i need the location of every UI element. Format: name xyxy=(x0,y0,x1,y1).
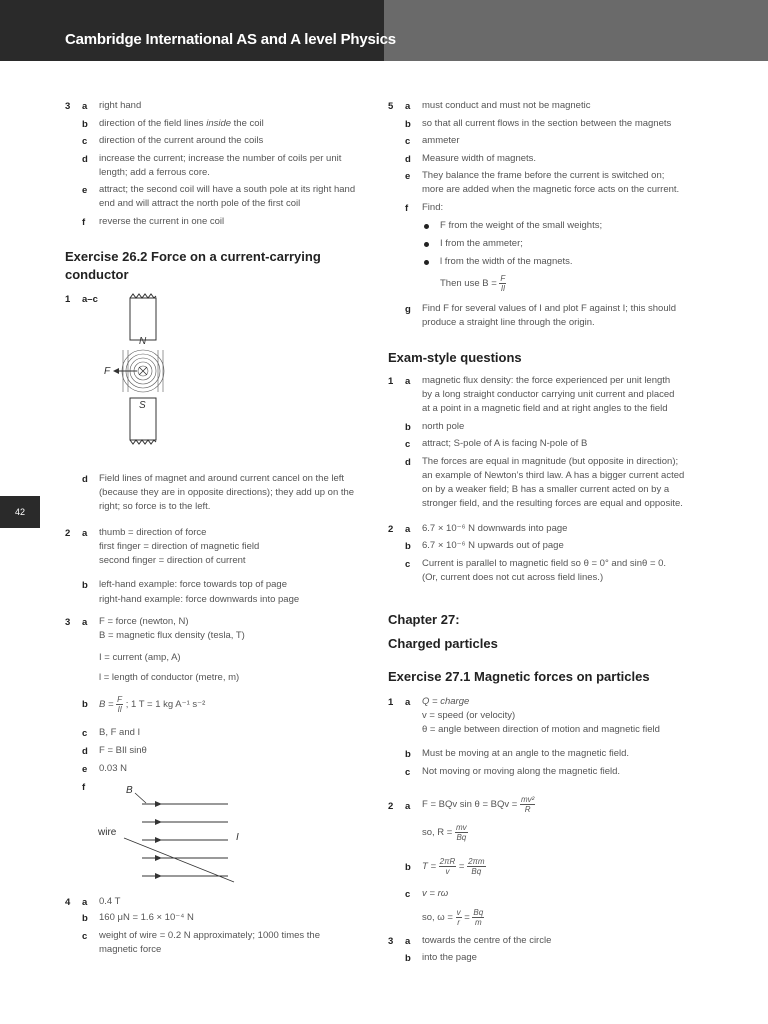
q2b-line2: right-hand example: force downwards into page xyxy=(99,594,300,605)
p1a-line3: θ = angle between direction of motion and magnetic field xyxy=(422,724,660,735)
q4c-line2: magnetic force xyxy=(99,944,162,955)
header-bar-grey xyxy=(384,0,768,61)
q3b-c-text: B, F and I xyxy=(99,727,141,738)
letter-c: c xyxy=(405,559,411,570)
q5e-line2: more are added when the magnetic force acts on the current. xyxy=(422,184,680,195)
q4b-text: 160 μN = 1.6 × 10⁻⁴ N xyxy=(99,912,194,923)
q5f-bullet1: F from the weight of the small weights; xyxy=(440,220,603,231)
q3b-d-text: F = BIl sinθ xyxy=(99,745,147,756)
letter-d: d xyxy=(405,154,411,165)
letter-b: b xyxy=(405,422,411,433)
e1d-line3: on by a weaker field; B has a smaller current acted on by a xyxy=(422,484,670,495)
p1a-line1: Q = charge xyxy=(422,696,470,707)
letter-a: a xyxy=(82,897,88,908)
letter-b: b xyxy=(82,119,88,130)
exercise-26-2-title-line1: Exercise 26.2 Force on a current-carrying xyxy=(65,249,321,264)
p3-number: 3 xyxy=(388,936,394,947)
letter-a: a xyxy=(82,617,88,628)
q5-then-use-formula: Then use B = $\frac{F}{Il}$ xyxy=(440,273,506,293)
q3b-a4: l = length of conductor (metre, m) xyxy=(99,672,240,683)
exercise-26-2-title-line2: conductor xyxy=(65,267,129,282)
e1a-line2: by a long straight conductor carrying unit current and placed xyxy=(422,389,675,400)
letter-c: c xyxy=(405,889,411,900)
letter-c: c xyxy=(405,136,411,147)
magnet-field-diagram xyxy=(95,290,185,450)
letter-a: a xyxy=(405,524,411,535)
letter-b: b xyxy=(405,953,411,964)
e1a-line1: magnetic flux density: the force experienced per unit length xyxy=(422,375,671,386)
q3d-line1: increase the current; increase the number of coils per unit xyxy=(99,153,342,164)
q3b-a3: I = current (amp, A) xyxy=(99,652,181,663)
force-label: F xyxy=(104,366,111,377)
letter-b: b xyxy=(405,541,411,552)
e2c-line2: (Or, current does not cut across field lines.) xyxy=(422,572,604,583)
letter-b: b xyxy=(405,862,411,873)
p3a-text: towards the centre of the circle xyxy=(422,935,552,946)
current-I-label: I xyxy=(236,832,239,843)
q3b-text: direction of the field lines inside the coil xyxy=(99,118,264,129)
letter-c: c xyxy=(405,439,411,450)
letter-d: d xyxy=(405,457,411,468)
letter-c: c xyxy=(82,728,88,739)
q1-label: a–c xyxy=(82,294,98,305)
q5f-bullet3: l from the width of the magnets. xyxy=(440,256,573,267)
q4a-text: 0.4 T xyxy=(99,896,121,907)
q5g-line2: produce a straight line through the origin. xyxy=(422,317,595,328)
p1b-text: Must be moving at an angle to the magnetic field. xyxy=(422,748,630,759)
e1d-line1: The forces are equal in magnitude (but opposite in direction); xyxy=(422,456,679,467)
e1-number: 1 xyxy=(388,376,394,387)
q1d-line2: (because they are in opposite directions); they add up on the xyxy=(99,487,355,498)
letter-d: d xyxy=(82,746,88,757)
letter-b: b xyxy=(82,580,88,591)
e1a-line3: at a point in a magnetic field and at right angles to the field xyxy=(422,403,668,414)
q5f-bullet2: I from the ammeter; xyxy=(440,238,523,249)
letter-b: b xyxy=(82,699,88,710)
chapter-27-label: Chapter 27: xyxy=(388,612,460,627)
bullet xyxy=(424,260,429,265)
q5f-text: Find: xyxy=(422,202,444,213)
book-title: Cambridge International AS and A level Physics xyxy=(65,31,396,48)
e1c-text: attract; S-pole of A is facing N-pole of B xyxy=(422,438,588,449)
q5b-text: so that all current flows in the section between the magnets xyxy=(422,118,672,129)
chapter-27-title: Charged particles xyxy=(388,636,498,651)
q5a-text: must conduct and must not be magnetic xyxy=(422,100,591,111)
q3b-e-text: 0.03 N xyxy=(99,763,127,774)
field-B-label: B xyxy=(126,785,133,796)
q3d-line2: length; add a ferrous core. xyxy=(99,167,210,178)
letter-g: g xyxy=(405,304,411,315)
q2a-line1: thumb = direction of force xyxy=(99,527,207,538)
q5e-line1: They balance the frame before the current is switched on; xyxy=(422,170,665,181)
q2a-line3: second finger = direction of current xyxy=(99,555,246,566)
letter-a: a xyxy=(405,936,411,947)
p2a-formula-2: so, R = $\frac{mv}{Bq}$ xyxy=(422,822,467,842)
letter-a: a xyxy=(82,528,88,539)
letter-d: d xyxy=(82,474,88,485)
south-pole-label: S xyxy=(139,400,146,411)
e1b-text: north pole xyxy=(422,421,465,432)
p2-number: 2 xyxy=(388,801,394,812)
page-number: 42 xyxy=(0,496,40,528)
p1-number: 1 xyxy=(388,697,394,708)
p3b-text: into the page xyxy=(422,952,477,963)
q3e-line1: attract; the second coil will have a south pole at its right hand xyxy=(99,184,356,195)
letter-b: b xyxy=(405,119,411,130)
bullet xyxy=(424,224,429,229)
letter-a: a xyxy=(405,101,411,112)
q3b-a2: B = magnetic flux density (tesla, T) xyxy=(99,630,245,641)
letter-f: f xyxy=(82,217,86,228)
q1d-line1: Field lines of magnet and around current cancel on the left xyxy=(99,473,345,484)
e2c-line1: Current is parallel to magnetic field so θ = 0° and sinθ = 0. xyxy=(422,558,667,569)
p2c-text: v = rω xyxy=(422,888,449,899)
p2c-formula: so, ω = $\frac{v}{r}$ = $\frac{Bq}{m}$ xyxy=(422,907,484,927)
q3-number: 3 xyxy=(65,101,71,112)
q3e-line2: end and will attract the north pole of the first coil xyxy=(99,198,301,209)
e1d-line4: stronger field, and the resulting forces are equal and opposite. xyxy=(422,498,683,509)
q1-number: 1 xyxy=(65,294,71,305)
e1d-line2: an example of Newton’s third law. A has a bigger current acted xyxy=(422,470,685,481)
letter-c: c xyxy=(82,136,88,147)
q4c-line1: weight of wire = 0.2 N approximately; 1000 times the xyxy=(99,930,320,941)
letter-e: e xyxy=(82,185,88,196)
p2b-formula: T = $\frac{2\pi R}{v}$ = $\frac{2\pi m}{Bq}$ xyxy=(422,856,485,876)
bullet xyxy=(424,242,429,247)
q5d-text: Measure width of magnets. xyxy=(422,153,537,164)
letter-b: b xyxy=(405,749,411,760)
p1a-line2: v = speed (or velocity) xyxy=(422,710,516,721)
q5g-line1: Find F for several values of I and plot F against I; this should xyxy=(422,303,676,314)
q5-number: 5 xyxy=(388,101,394,112)
q3b-a1: F = force (newton, N) xyxy=(99,616,189,627)
q2b-line1: left-hand example: force towards top of page xyxy=(99,579,288,590)
q3c-text: direction of the current around the coils xyxy=(99,135,264,146)
letter-a: a xyxy=(82,101,88,112)
p2a-formula: F = BQv sin θ = BQv = $\frac{\text{mv²}}{R}$ xyxy=(422,794,535,814)
wire-label: wire xyxy=(98,827,117,838)
letter-e: e xyxy=(405,171,411,182)
q3b-number: 3 xyxy=(65,617,71,628)
letter-d: d xyxy=(82,154,88,165)
q3b-b-formula: B = $\frac{F}{Il}$ ; 1 T = 1 kg A⁻¹ s⁻² xyxy=(99,694,206,714)
exam-style-title: Exam-style questions xyxy=(388,350,522,365)
q4-number: 4 xyxy=(65,897,71,908)
e2a-text: 6.7 × 10⁻⁶ N downwards into page xyxy=(422,523,568,534)
e2b-text: 6.7 × 10⁻⁶ N upwards out of page xyxy=(422,540,564,551)
letter-b: b xyxy=(82,913,88,924)
letter-f: f xyxy=(82,782,86,793)
letter-a: a xyxy=(405,697,411,708)
q2a-line2: first finger = direction of magnetic field xyxy=(99,541,260,552)
q5c-text: ammeter xyxy=(422,135,460,146)
exercise-27-1-title: Exercise 27.1 Magnetic forces on particles xyxy=(388,669,650,684)
q3a-text: right hand xyxy=(99,100,142,111)
letter-e: e xyxy=(82,764,88,775)
wire-field-diagram xyxy=(90,778,250,890)
letter-c: c xyxy=(82,931,88,942)
north-pole-label: N xyxy=(139,336,147,347)
q3f-text: reverse the current in one coil xyxy=(99,216,225,227)
letter-c: c xyxy=(405,767,411,778)
letter-f: f xyxy=(405,203,409,214)
q2-number: 2 xyxy=(65,528,71,539)
p1c-text: Not moving or moving along the magnetic field. xyxy=(422,766,621,777)
e2-number: 2 xyxy=(388,524,394,535)
q1d-line3: right; so force is to the left. xyxy=(99,501,211,512)
letter-a: a xyxy=(405,801,411,812)
letter-a: a xyxy=(405,376,411,387)
